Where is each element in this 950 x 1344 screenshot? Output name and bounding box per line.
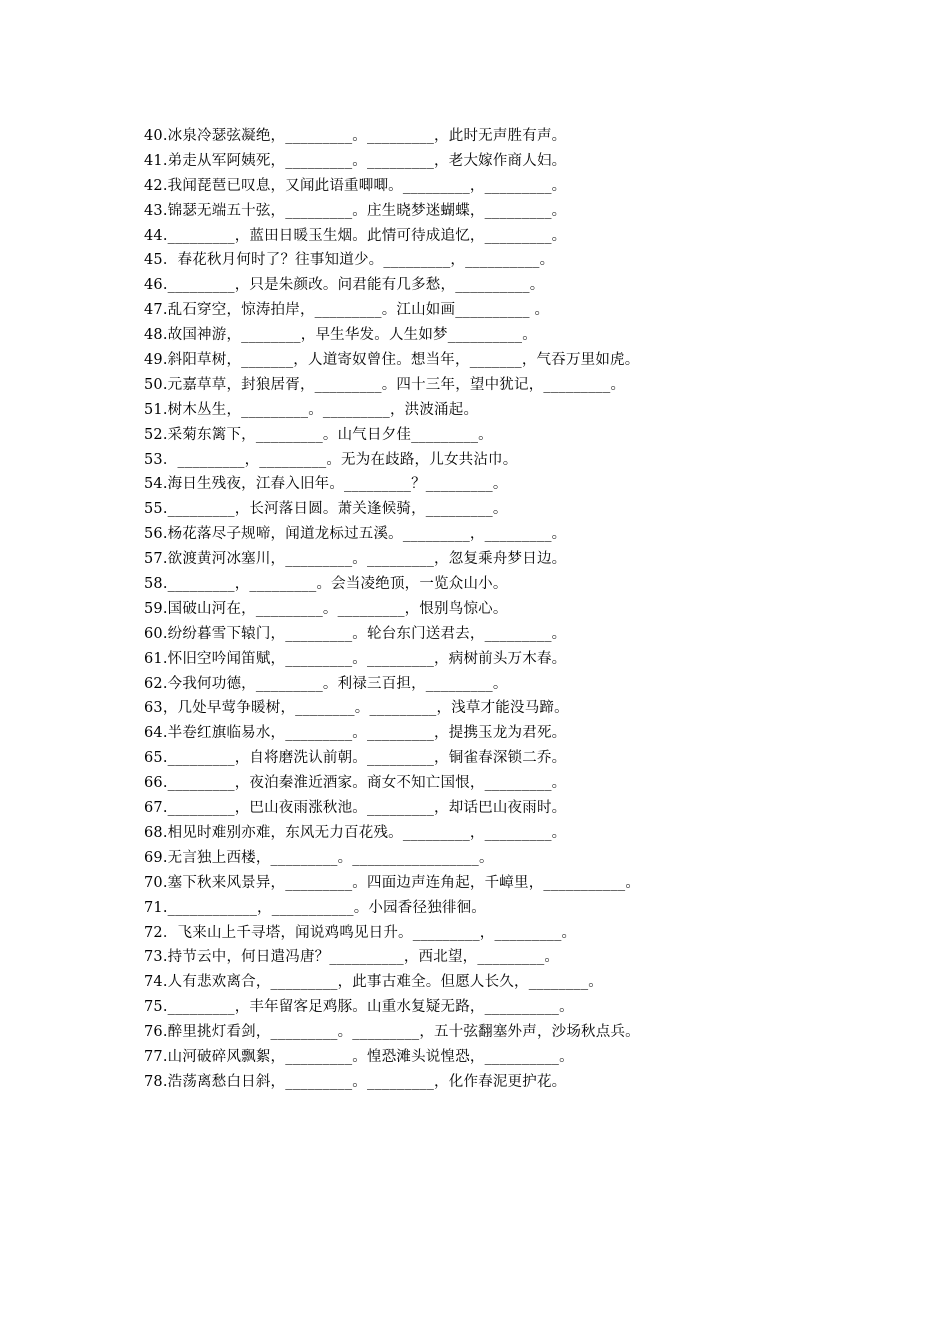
question-line: 67._________，巴山夜雨涨秋池。_________，却话巴山夜雨时。 [144,800,567,817]
question-line: 60.纷纷暮雪下辕门，_________。轮台东门送君去，_________。 [144,625,567,642]
question-line: 49.斜阳草树，_______，人道寄奴曾住。想当年，_______，气吞万里如虎。 [144,352,640,369]
question-line: 68.相见时难别亦难，东风无力百花残。_________，_________。 [144,824,567,841]
question-line: 77.山河破碎风飘絮，_________。惶恐滩头说惶恐，__________。 [144,1048,574,1065]
question-line: 42.我闻琵琶已叹息，又闻此语重唧唧。_________，_________。 [144,177,567,194]
question-line: 59.国破山河在，_________。_________，恨别鸟惊心。 [144,600,508,617]
question-line: 75._________，丰年留客足鸡豚。山重水复疑无路，__________。 [144,999,574,1016]
question-line: 56.杨花落尽子规啼，闻道龙标过五溪。_________，_________。 [144,526,567,543]
question-line: 43.锦瑟无端五十弦，_________。庄生晓梦迷蝴蝶，_________。 [144,202,567,219]
question-line: 64.半卷红旗临易水，_________。_________，提携玉龙为君死。 [144,725,567,742]
question-line: 53．_________，_________。无为在歧路，儿女共沾巾。 [144,451,518,468]
question-line: 45．春花秋月何时了？往事知道少。_________，__________。 [144,252,555,269]
question-line: 55._________，长河落日圆。萧关逢候骑，_________。 [144,501,508,518]
question-line: 69.无言独上西楼，_________。_________________。 [144,849,494,866]
question-line: 73.持节云中，何日遣冯唐？__________，西北望，_________。 [144,949,560,966]
question-line: 58._________，_________。会当凌绝顶，一览众山小。 [144,576,508,593]
question-line: 74.人有悲欢离合，_________，此事古难全。但愿人长久，________。 [144,974,604,991]
question-line: 65._________，自将磨洗认前朝。_________，铜雀春深锁二乔。 [144,750,567,767]
question-line: 61.怀旧空吟闻笛赋，_________。_________，病树前头万木春。 [144,650,567,667]
question-line: 40.冰泉冷瑟弦凝绝，_________。_________，此时无声胜有声。 [144,128,567,144]
question-line: 44._________，蓝田日暖玉生烟。此情可待成追忆，_________。 [144,227,567,244]
question-line: 66._________，夜泊秦淮近酒家。商女不知亡国恨，_________。 [144,775,567,792]
question-line: 71.____________，___________。小园香径独徘徊。 [144,899,487,916]
question-line: 54.海日生残夜，江春入旧年。_________？_________。 [144,476,508,493]
question-line: 50.元嘉草草，封狼居胥，_________。四十三年，望中犹记，_________。 [144,376,626,393]
question-line: 76.醉里挑灯看剑，_________。_________，五十弦翻塞外声，沙场秋点兵。 [144,1024,640,1041]
question-line: 72．飞来山上千寻塔，闻说鸡鸣见日升。_________，_________。 [144,924,577,941]
question-line: 62.今我何功德，_________。利禄三百担，_________。 [144,675,508,692]
question-line: 51.树木丛生，_________。_________，洪波涌起。 [144,401,479,418]
question-line: 78.浩荡离愁白日斜，_________。_________，化作春泥更护花。 [144,1073,567,1090]
question-line: 70.塞下秋来风景异，_________。四面边声连角起，千嶂里，___________。 [144,874,641,891]
question-line: 57.欲渡黄河冰塞川，_________。_________，忽复乘舟梦日边。 [144,551,567,568]
worksheet-page [144,124,844,1095]
question-line: 47.乱石穿空，惊涛拍岸，_________。江山如画__________ 。 [144,302,550,319]
question-line: 41.弟走从军阿姨死，_________。_________，老大嫁作商人妇。 [144,152,567,169]
question-line: 63，几处早莺争暖树，________。_________，浅草才能没马蹄。 [144,700,569,717]
question-line: 52.采菊东篱下，_________。山气日夕佳_________。 [144,426,493,443]
question-line: 46._________，只是朱颜改。问君能有几多愁，__________。 [144,277,545,294]
question-line: 48.故国神游，________，早生华发。人生如梦__________。 [144,327,537,344]
